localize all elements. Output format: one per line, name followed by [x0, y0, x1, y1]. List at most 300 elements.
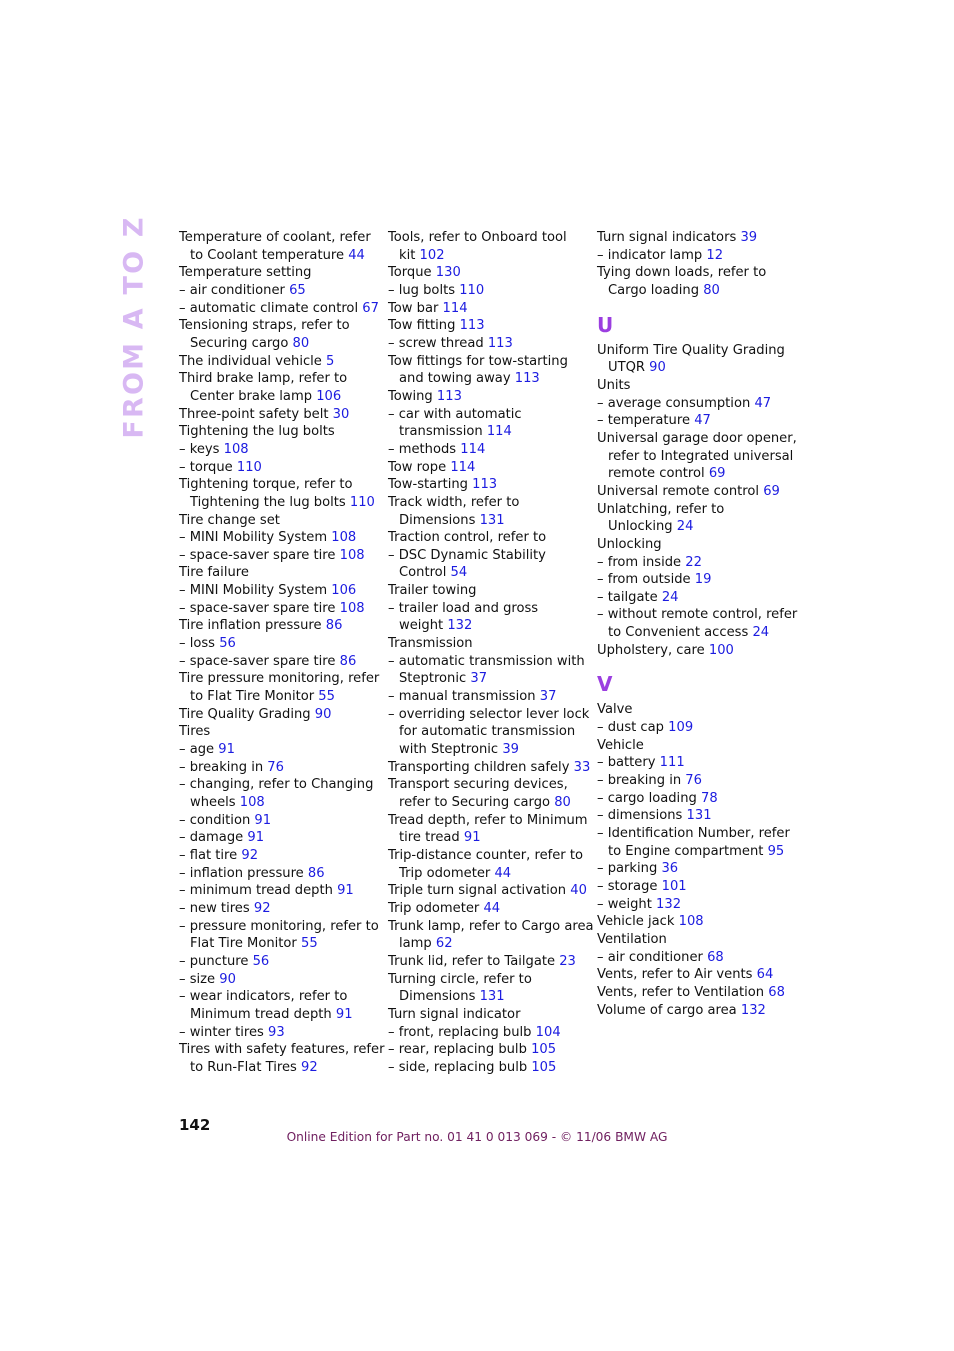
index-term: – inflation pressure	[179, 865, 304, 881]
index-entry	[179, 317, 377, 352]
index-entry	[179, 953, 377, 971]
index-term: Turn signal indicator	[388, 1006, 521, 1022]
index-term: – trailer load and gross weight	[388, 600, 539, 634]
index-entry	[179, 564, 377, 582]
page-link[interactable]: 68	[707, 949, 724, 965]
index-term: – pressure monitoring, refer to Flat Tire Monitor	[179, 918, 379, 952]
index-entry	[179, 1024, 377, 1042]
index-term: – wear indicators, refer to Minimum tread depth	[179, 989, 348, 1022]
index-term: Turning circle, refer to Dimensions	[388, 971, 532, 1005]
index-entry	[179, 635, 377, 653]
page-link[interactable]: 24	[661, 589, 679, 605]
index-term: Tread depth, refer to Minimum tire tread	[388, 812, 588, 846]
index-term: – dust cap	[597, 720, 664, 736]
page-link[interactable]: 92	[301, 1059, 318, 1075]
index-term: – damage	[179, 830, 244, 846]
index-term: – weight	[597, 896, 652, 912]
index-term: – age	[179, 742, 215, 758]
index-entry	[597, 825, 795, 860]
index-entry	[388, 1024, 586, 1042]
index-term: The individual vehicle	[179, 353, 322, 369]
index-term: Triple turn signal activation	[388, 883, 567, 899]
page-link[interactable]: 76	[685, 773, 702, 789]
page-link[interactable]: 44	[348, 247, 365, 263]
index-term: Three-point safety belt	[179, 406, 329, 422]
index-entry	[179, 759, 377, 777]
index-term: – air conditioner	[597, 949, 703, 965]
index-term: Track width, refer to Dimensions	[388, 494, 520, 528]
index-term: Tow fitting	[388, 318, 456, 334]
page-link[interactable]: 95	[767, 843, 785, 859]
page-link[interactable]: 105	[531, 1042, 557, 1058]
index-term: – manual transmission	[388, 689, 536, 705]
index-entry	[388, 264, 586, 282]
index-term: Trailer towing	[388, 583, 477, 599]
index-entry	[179, 865, 377, 883]
index-term: – overriding selector lever lock for automatic transmission with Steptronic	[388, 706, 590, 758]
index-term: – MINI Mobility System	[179, 530, 328, 546]
page-link[interactable]: 109	[668, 720, 694, 736]
index-term: – puncture	[179, 953, 249, 969]
index-entry	[179, 653, 377, 671]
index-entry	[388, 476, 586, 494]
index-entry	[179, 476, 377, 511]
index-entry	[597, 606, 798, 641]
page-link[interactable]: 108	[339, 600, 365, 616]
page-link[interactable]: 91	[247, 830, 265, 846]
index-entry	[597, 501, 795, 536]
index-entry	[597, 229, 795, 247]
index-entry	[597, 896, 795, 914]
page-link[interactable]: 44	[483, 900, 501, 916]
index-entry	[597, 264, 795, 299]
index-term: – size	[179, 971, 216, 987]
side-tab-label: FROM A TO Z	[118, 215, 150, 439]
index-entry	[388, 406, 586, 441]
page-link[interactable]: 86	[339, 653, 357, 669]
page-link[interactable]: 108	[678, 914, 704, 930]
page-link[interactable]: 68	[768, 984, 785, 1000]
page-link[interactable]: 86	[325, 618, 343, 634]
index-entry	[179, 370, 377, 405]
index-entry	[597, 701, 795, 719]
index-term: – keys	[179, 441, 220, 457]
index-entry	[179, 812, 377, 830]
page-link[interactable]: 90	[314, 706, 332, 722]
index-term: – flat tire	[179, 847, 238, 863]
index-term: Valve	[597, 702, 633, 718]
index-entry	[179, 918, 377, 953]
page-link[interactable]: 110	[459, 282, 485, 298]
index-term: Tying down loads, refer to Cargo loading	[597, 265, 767, 298]
index-entry	[388, 494, 586, 529]
page-link[interactable]: 19	[694, 572, 712, 588]
index-term: – average consumption	[597, 395, 751, 411]
index-entry	[597, 860, 795, 878]
index-term: Transporting children safely	[388, 759, 570, 775]
index-term: – storage	[597, 879, 658, 894]
index-entry	[597, 642, 795, 660]
side-tab	[112, 215, 156, 439]
page-link[interactable]: 132	[740, 1002, 766, 1018]
page-link[interactable]: 114	[450, 459, 476, 475]
index-term: Tow fittings for tow-starting and towing away	[388, 353, 568, 387]
index-entry	[597, 807, 795, 825]
index-entry	[388, 1006, 586, 1024]
index-entry	[388, 282, 586, 300]
index-entry	[179, 776, 377, 811]
index-term: – dimensions	[597, 808, 683, 824]
index-term: – automatic transmission with Steptronic	[388, 653, 585, 687]
index-entry	[388, 353, 586, 388]
index-entry	[597, 430, 795, 483]
index-term: Vents, refer to Ventilation	[597, 984, 765, 1000]
index-term: Tow rope	[388, 459, 447, 475]
page-link[interactable]: 39	[740, 230, 758, 245]
index-term: – new tires	[179, 900, 250, 916]
page-link[interactable]: 131	[479, 989, 505, 1005]
index-entry	[388, 317, 586, 335]
page-link[interactable]: 114	[486, 424, 512, 440]
index-entry	[179, 600, 377, 618]
page-link[interactable]: 100	[708, 642, 734, 658]
page-link[interactable]: 90	[649, 360, 666, 376]
page-link[interactable]: 108	[223, 441, 249, 457]
page-link[interactable]: 69	[708, 466, 726, 482]
index-term: – side, replacing bulb	[388, 1059, 528, 1075]
index-entry	[597, 412, 795, 430]
page-link[interactable]: 22	[685, 554, 702, 570]
page-link[interactable]: 24	[676, 519, 694, 535]
page-link[interactable]: 5	[326, 353, 335, 369]
page-link[interactable]: 30	[332, 406, 350, 422]
index-term: Uniform Tire Quality Grading UTQR	[597, 342, 785, 376]
index-term: – tailgate	[597, 589, 658, 605]
page-link[interactable]: 33	[573, 759, 591, 775]
index-term: Tire failure	[179, 565, 249, 581]
index-entry	[179, 582, 377, 600]
index-term: Tightening the lug bolts	[179, 424, 335, 440]
page-link[interactable]: 80	[703, 282, 720, 298]
index-entry	[388, 529, 586, 547]
page-link[interactable]: 131	[686, 808, 712, 824]
page-link[interactable]: 86	[307, 865, 325, 881]
page-link[interactable]: 91	[254, 812, 272, 828]
index-entry	[388, 582, 586, 600]
page-link[interactable]: 91	[337, 883, 354, 899]
index-term: – breaking in	[179, 759, 264, 775]
page-link[interactable]: 76	[267, 759, 284, 775]
index-entry	[388, 441, 586, 459]
index-term: Tightening torque, refer to Tightening the lug bolts	[179, 477, 353, 510]
index-term: Tires with safety features, refer to Run-Flat Tires	[179, 1042, 385, 1075]
page-link[interactable]: 110	[349, 494, 375, 510]
page-link[interactable]: 105	[531, 1059, 557, 1075]
page-link[interactable]: 114	[460, 441, 486, 457]
index-entry	[388, 600, 586, 635]
index-term: – air conditioner	[179, 282, 285, 298]
page-link[interactable]: 108	[331, 530, 357, 546]
page-link[interactable]: 78	[700, 790, 718, 806]
index-term: – car with automatic transmission	[388, 406, 522, 440]
index-entry	[179, 423, 377, 441]
index-entry	[597, 589, 795, 607]
index-entry	[179, 547, 377, 565]
index-entry	[179, 406, 377, 424]
index-entry	[179, 1041, 385, 1076]
index-term: Universal garage door opener, refer to Integrated universal remote control	[597, 430, 797, 482]
page-link[interactable]: 69	[763, 483, 780, 499]
index-term: Tools, refer to Onboard tool kit	[388, 230, 567, 263]
index-entry	[597, 913, 795, 931]
index-term: Trunk lamp, refer to Cargo area lamp	[388, 918, 594, 952]
page-link[interactable]: 106	[316, 388, 342, 404]
page-link[interactable]: 47	[694, 413, 711, 429]
page-link[interactable]: 80	[554, 795, 571, 810]
index-term: – DSC Dynamic Stability Control	[388, 547, 546, 581]
index-entry	[388, 388, 586, 406]
section-letter: U	[597, 312, 614, 337]
index-entry	[388, 335, 586, 353]
index-entry	[179, 441, 377, 459]
index-entry	[597, 754, 795, 772]
index-entry	[179, 829, 377, 847]
page-link[interactable]: 65	[289, 282, 306, 298]
index-term: – cargo loading	[597, 790, 697, 806]
index-entry	[597, 984, 795, 1002]
page-link[interactable]: 54	[450, 565, 468, 581]
index-term: – Identification Number, refer to Engine compartment	[597, 826, 790, 859]
index-entry	[179, 971, 377, 989]
index-entry	[388, 635, 586, 653]
page-link[interactable]: 113	[472, 477, 498, 493]
index-term: – changing, refer to Changing wheels	[179, 777, 374, 810]
index-entry	[179, 512, 377, 530]
index-term: Temperature of coolant, refer to Coolant temperature	[179, 230, 371, 263]
index-entry	[597, 395, 795, 413]
page-link[interactable]: 130	[435, 265, 461, 281]
page-link[interactable]: 93	[268, 1024, 285, 1040]
index-term: – front, replacing bulb	[388, 1024, 532, 1040]
index-term: Tires	[179, 724, 211, 740]
page-link[interactable]: 62	[435, 936, 453, 952]
page-link[interactable]: 67	[362, 300, 379, 316]
index-entry	[388, 847, 586, 882]
index-entry	[179, 617, 377, 635]
index-term: Trip odometer	[388, 900, 480, 916]
index-term: Universal remote control	[597, 483, 760, 499]
index-entry	[388, 300, 586, 318]
index-term: Ventilation	[597, 931, 667, 947]
index-term: – from outside	[597, 572, 691, 588]
index-entry	[179, 706, 377, 724]
index-term: Transport securing devices, refer to Securing cargo	[388, 777, 568, 810]
index-term: – space-saver spare tire	[179, 547, 336, 563]
page-link[interactable]: 110	[236, 459, 262, 475]
index-entry	[388, 882, 586, 900]
index-entry	[597, 790, 795, 808]
index-entry	[597, 719, 795, 737]
index-entry	[179, 988, 377, 1023]
index-term: Trunk lid, refer to Tailgate	[388, 953, 556, 969]
index-entry	[597, 571, 795, 589]
index-entry	[597, 377, 795, 395]
page-link[interactable]: 37	[470, 671, 488, 687]
index-term: – temperature	[597, 413, 691, 429]
index-term: – parking	[597, 861, 658, 877]
index-entry	[179, 282, 377, 300]
index-entry	[179, 264, 377, 282]
page-link[interactable]: 37	[539, 689, 557, 705]
page-link[interactable]: 55	[300, 936, 318, 952]
index-entry	[179, 847, 377, 865]
page-link[interactable]: 108	[339, 547, 365, 563]
index-entry	[597, 772, 795, 790]
index-term: Vehicle	[597, 737, 644, 753]
index-term: – from inside	[597, 554, 682, 570]
page-link[interactable]: 44	[494, 865, 512, 881]
index-entry	[388, 229, 586, 264]
page-link[interactable]: 111	[659, 755, 685, 771]
index-term: – methods	[388, 441, 457, 457]
index-term: Vents, refer to Air vents	[597, 967, 753, 983]
index-term: Torque	[388, 265, 432, 281]
index-entry	[597, 247, 795, 265]
page-link[interactable]: 113	[459, 318, 485, 334]
index-term: Unlocking	[597, 536, 662, 552]
index-term: Tire pressure monitoring, refer to Flat Tire Monitor	[179, 671, 380, 705]
index-entry	[179, 670, 380, 705]
index-term: Tire Quality Grading	[179, 706, 311, 722]
page-link[interactable]: 36	[661, 861, 679, 877]
index-term: – screw thread	[388, 335, 484, 351]
index-term: Tensioning straps, refer to Securing cargo	[179, 318, 350, 351]
page-link[interactable]: 132	[656, 896, 682, 912]
index-entry	[388, 776, 586, 811]
index-entry	[597, 536, 795, 554]
page-link[interactable]: 132	[447, 618, 473, 634]
index-entry	[179, 229, 377, 264]
index-term: – lug bolts	[388, 282, 456, 298]
index-term: Temperature setting	[179, 265, 312, 281]
index-term: – breaking in	[597, 773, 682, 789]
page-link[interactable]: 91	[218, 742, 235, 758]
index-entry	[388, 459, 586, 477]
index-term: Tire change set	[179, 512, 280, 528]
page-link[interactable]: 23	[559, 953, 576, 969]
page-link[interactable]: 102	[419, 247, 445, 263]
page-link[interactable]: 55	[318, 689, 335, 705]
index-term: Volume of cargo area	[597, 1002, 737, 1018]
index-term: – space-saver spare tire	[179, 653, 336, 669]
index-term: Turn signal indicators	[597, 230, 737, 245]
index-entry	[388, 1041, 586, 1059]
page-link[interactable]: 91	[335, 1006, 353, 1022]
index-term: – without remote control, refer to Convenient access	[597, 607, 798, 641]
index-entry	[179, 529, 377, 547]
page-link[interactable]: 39	[502, 742, 519, 758]
index-term: – rear, replacing bulb	[388, 1042, 527, 1058]
index-entry	[388, 706, 590, 759]
index-term: – torque	[179, 459, 233, 475]
index-entry	[597, 737, 795, 755]
page-link[interactable]: 90	[219, 971, 236, 987]
index-entry	[597, 483, 795, 501]
footer-text: Online Edition for Part no. 01 41 0 013 069 - © 11/06 BMW AG	[286, 1130, 668, 1144]
page-link[interactable]: 113	[514, 371, 540, 387]
page-link[interactable]: 91	[463, 830, 481, 846]
index-term: – battery	[597, 755, 656, 771]
index-entry	[597, 949, 795, 967]
page-link[interactable]: 40	[570, 883, 587, 899]
index-column-2	[388, 229, 594, 1077]
page-link[interactable]: 92	[253, 900, 271, 916]
index-term: Tire inflation pressure	[179, 618, 322, 634]
page-link[interactable]: 108	[239, 795, 265, 810]
page-link[interactable]: 92	[241, 847, 259, 863]
page-link[interactable]: 104	[535, 1024, 561, 1040]
page-number: 142	[179, 1116, 211, 1134]
index-entry	[179, 900, 377, 918]
page-link[interactable]: 113	[436, 388, 462, 404]
index-entry	[179, 300, 377, 318]
page-link[interactable]: 64	[756, 967, 774, 983]
page-link[interactable]: 56	[252, 953, 270, 969]
index-term: – loss	[179, 636, 216, 652]
index-entry	[179, 723, 377, 741]
page-link[interactable]: 106	[331, 583, 357, 599]
index-term: Transmission	[388, 636, 473, 652]
index-term: Towing	[388, 388, 433, 404]
page-link[interactable]: 24	[752, 625, 770, 641]
page-link[interactable]: 113	[487, 335, 513, 351]
index-entry	[388, 953, 586, 971]
page-link[interactable]: 101	[661, 879, 687, 894]
index-term: Tow-starting	[388, 477, 468, 493]
page-link[interactable]: 12	[706, 247, 724, 263]
page-link[interactable]: 114	[442, 300, 468, 316]
index-entry	[388, 759, 591, 777]
page-link[interactable]: 56	[219, 636, 236, 652]
index-term: Third brake lamp, refer to Center brake lamp	[179, 371, 348, 404]
index-term: Vehicle jack	[597, 914, 675, 930]
index-term: Upholstery, care	[597, 642, 705, 658]
index-entry	[179, 459, 377, 477]
index-entry	[388, 812, 586, 847]
index-term: Units	[597, 377, 631, 393]
index-entry	[388, 1059, 586, 1077]
index-entry	[388, 971, 586, 1006]
page-link[interactable]: 47	[754, 395, 772, 411]
index-term: – space-saver spare tire	[179, 600, 336, 616]
index-entry	[179, 741, 377, 759]
index-entry	[388, 918, 594, 953]
index-term: – MINI Mobility System	[179, 583, 328, 599]
index-term: Unlatching, refer to Unlocking	[597, 501, 725, 535]
index-term: – minimum tread depth	[179, 883, 333, 899]
index-term: – indicator lamp	[597, 247, 703, 263]
index-term: Tow bar	[388, 300, 439, 316]
section-letter: V	[597, 672, 613, 697]
page-link[interactable]: 80	[292, 335, 310, 351]
index-term: – winter tires	[179, 1024, 264, 1040]
index-term: Trip-distance counter, refer to Trip odometer	[388, 847, 583, 881]
page-link[interactable]: 131	[479, 512, 505, 528]
index-entry	[597, 931, 795, 949]
index-entry	[388, 688, 586, 706]
index-term: Traction control, refer to	[388, 530, 547, 546]
index-entry	[388, 900, 586, 918]
